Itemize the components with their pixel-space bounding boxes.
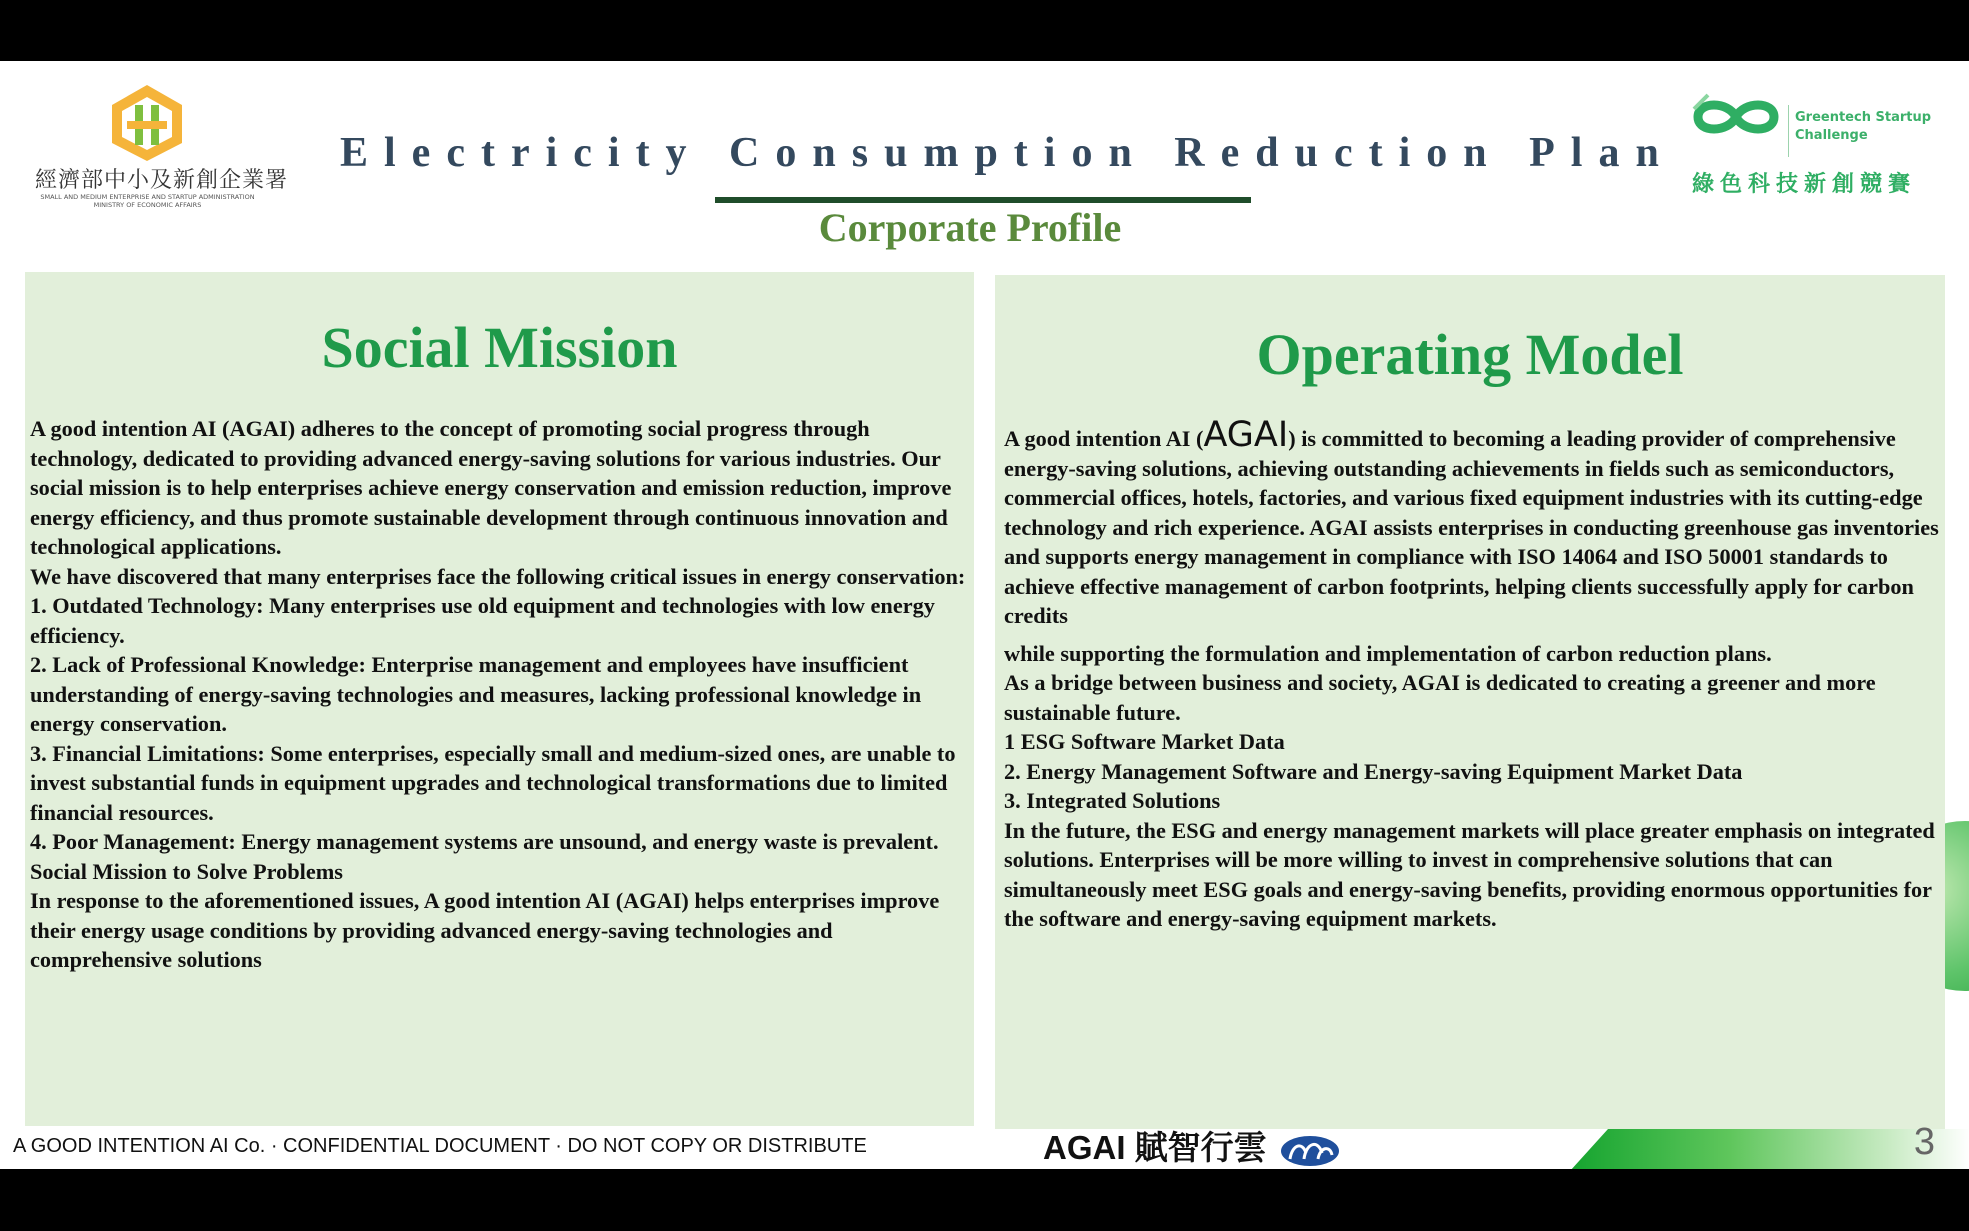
bridge-statement: As a bridge between business and society, AGAI is dedicated to creating a greener and more sustainable future. [1004, 670, 1876, 725]
operating-model-heading: Operating Model [1256, 322, 1684, 387]
future-outlook: In the future, the ESG and energy management markets will place greater emphasis on integrated solutions. Enterprises will be more willing to invest in comprehensive solutions that can simultaneously meet ESG goals and energy-saving benefits, providing enormous opportunities for the software and energy-saving equipment markets. [1004, 817, 1935, 931]
item-integrated-solutions: 3. Integrated Solutions [1004, 788, 1221, 813]
social-mission-heading: Social Mission [321, 315, 678, 380]
intro-text-rest: ) is committed to becoming a leading provider of comprehensive energy-saving solutions, achieving outstanding achievements in fields such as semiconductors, commercial offices, hotels, factories, and various fixed equipment industries with its cutting-edge technology and rich experience. AGAI assists enterprises in conducting greenhouse gas inventories and supports energy management in compliance with ISO 14064 and ISO 50001 standards to achieve effective management of carbon footprints, helping clients successfully apply for carbon credits [1004, 426, 1939, 628]
issues-lead-in: We have discovered that many enterprises face the following critical issues in energy conservation: [30, 563, 966, 589]
page-subtitle: Corporate Profile [818, 205, 1122, 250]
page-title: Electricity Consumption Reduction Plan [340, 130, 1675, 176]
intro-text-start: A good intention AI ( [1004, 426, 1204, 451]
operating-model-panel [995, 275, 1945, 1129]
issue-poor-management: 4. Poor Management: Energy management systems are unsound, and energy waste is prevalent. [30, 829, 939, 854]
agai-brand-text: AGAI 賦智行雲 [1043, 1129, 1267, 1166]
logo-divider [1788, 105, 1789, 157]
agai-brand-logo [1043, 1122, 1340, 1169]
greentech-logo-chinese: 綠色科技新創競賽 [1692, 172, 1917, 197]
infinity-loop-icon [1690, 87, 1782, 147]
social-mission-intro: A good intention AI (AGAI) adheres to the concept of promoting social progress through technology, dedicated to providing advanced energy-saving solutions for various industries. Our social mission is to help enterprises achieve energy conservation and emission reduction, improve energy efficiency, and thus promote sustainable development through continuous innovation and technological applications. [30, 416, 952, 559]
sme-logo-english-name: SMALL AND MEDIUM ENTERPRISE AND STARTUP ADMINISTRATION MINISTRY OF ECONOMIC AFFAIRS [40, 193, 255, 209]
agai-acronym: AGAI [1203, 415, 1289, 455]
operating-model-body [1004, 415, 1942, 934]
sme-logo-chinese-name: 經濟部中小及新創企業署 [35, 168, 289, 193]
solve-problems-heading: Social Mission to Solve Problems [30, 858, 343, 884]
item-energy-management: 2. Energy Management Software and Energy-saving Equipment Market Data [1004, 758, 1743, 784]
cloud-logo-icon [1280, 1133, 1340, 1167]
solve-problems-text: In response to the aforementioned issues, A good intention AI (AGAI) helps enterprises improve their energy usage conditions by providing advanced energy-saving technologies and comprehensive solutions [30, 888, 940, 972]
issue-lack-of-knowledge: 2. Lack of Professional Knowledge: Enterprise management and employees have insufficient understanding of energy-saving technologies and measures, lacking professional knowledge in energy conservation. [30, 652, 922, 736]
page-number: 3 [1913, 1121, 1935, 1163]
social-mission-body [30, 414, 975, 975]
sme-emblem-icon [35, 83, 260, 161]
title-underline [715, 197, 1251, 203]
greentech-challenge-logo [1690, 87, 1950, 197]
issue-financial-limitations: 3. Financial Limitations: Some enterprises, especially small and medium-sized ones, are unable to invest substantial funds in equipment upgrades and technological transformations due to limited financial resources. [30, 740, 956, 825]
greentech-logo-english: Greentech Startup Challenge [1795, 110, 1932, 143]
sme-administration-logo [35, 83, 289, 211]
operating-model-intro [1004, 415, 1942, 631]
item-esg-software: 1 ESG Software Market Data [1004, 729, 1285, 754]
slide [0, 61, 1969, 1169]
issue-outdated-technology: 1. Outdated Technology: Many enterprises use old equipment and technologies with low energy efficiency. [30, 593, 935, 648]
confidential-notice: A GOOD INTENTION AI Co. · CONFIDENTIAL DOCUMENT · DO NOT COPY OR DISTRIBUTE [13, 1135, 867, 1157]
social-mission-panel [25, 272, 974, 1126]
carbon-plan-line: while supporting the formulation and implementation of carbon reduction plans. [1004, 640, 1772, 666]
